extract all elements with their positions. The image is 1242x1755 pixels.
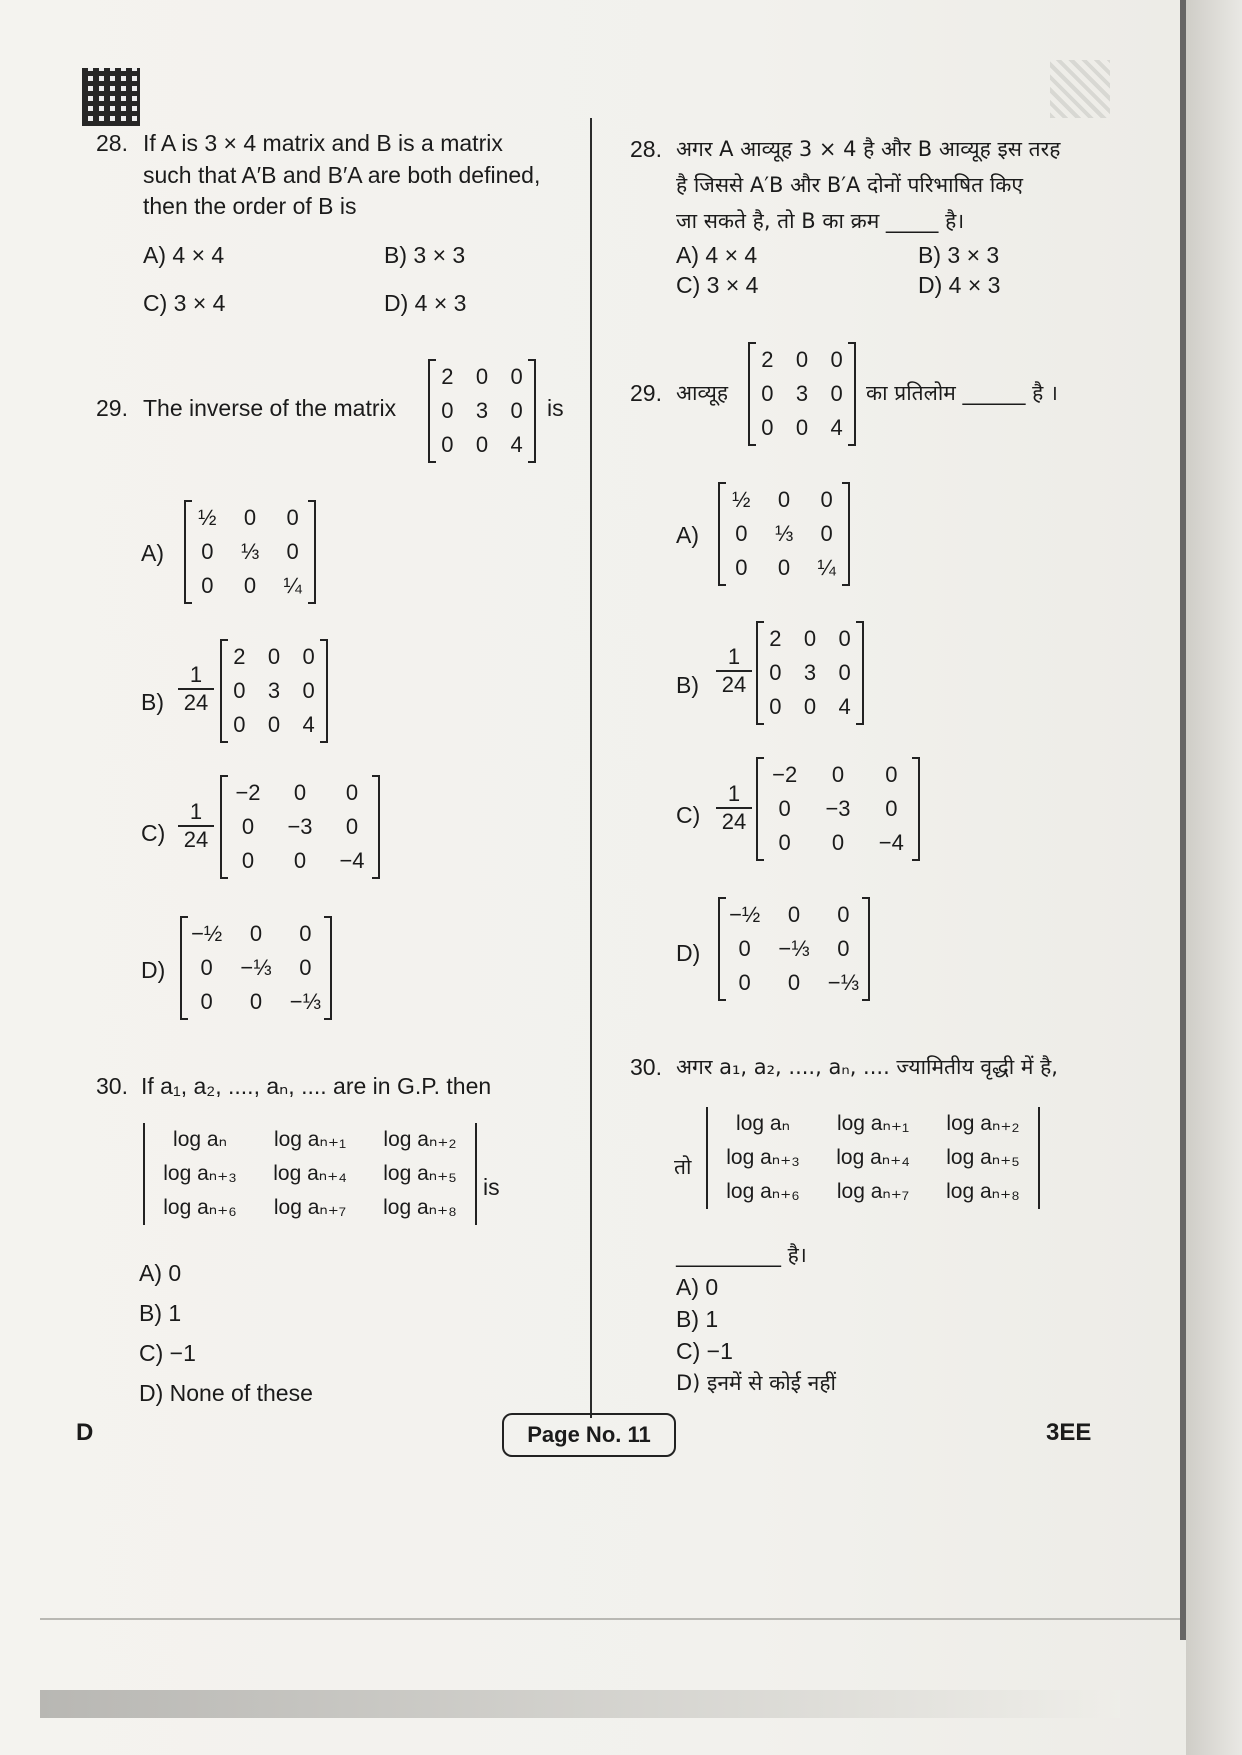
matrix-cell: −⅓: [827, 970, 859, 995]
q28-option-a: A) 4 × 4: [143, 242, 225, 268]
determinant-cell: log aₙ₊₈: [383, 1196, 457, 1219]
matrix-cell: −½: [729, 902, 761, 927]
set-code-left: D: [76, 1419, 94, 1446]
matrix-cell: 4: [510, 432, 523, 457]
determinant-cells: [708, 1107, 1038, 1209]
matrix-cell: 0: [293, 780, 307, 805]
q29-hindi-option-c-matrix: [756, 758, 920, 860]
q28-hindi-text-line2: है जिससे A′B और B′A दोनों परिभाषित किए: [676, 173, 1024, 197]
matrix-cell: 0: [201, 573, 214, 598]
matrix-cell: 0: [795, 347, 809, 372]
q30-text: If a₁, a₂, ...., aₙ, .... are in G.P. then: [141, 1073, 492, 1099]
q28-option-c: C) 3 × 4: [143, 290, 226, 316]
q30-option-b: B) 1: [139, 1300, 182, 1326]
matrix-cell: 0: [475, 364, 489, 389]
q28-text-line2: such that A′B and B′A are both defined,: [143, 162, 541, 188]
matrix-cell: 0: [249, 921, 263, 946]
fraction-denominator: 24: [721, 809, 747, 834]
matrix-cell: 0: [803, 694, 817, 719]
q30-hindi-blank: __________ है।: [676, 1243, 807, 1267]
matrix-cell: ⅓: [774, 521, 794, 546]
determinant-cell: log aₙ₊₇: [836, 1180, 910, 1203]
q29-option-d-matrix: [180, 917, 332, 1019]
page-edge: [1180, 0, 1186, 1640]
scan-shadow: [40, 1690, 1120, 1718]
determinant-cell: log aₙ₊₈: [946, 1180, 1020, 1203]
matrix-cells: [720, 898, 868, 1000]
q28-hindi-number: 28.: [630, 136, 662, 162]
matrix-cell: 0: [441, 432, 454, 457]
matrix-cell: ¼: [283, 573, 302, 598]
matrix-cell: −4: [339, 848, 365, 873]
matrix-cell: 0: [738, 970, 751, 995]
q29-hindi-prefix: आव्यूह: [676, 381, 728, 405]
matrix-cell: 0: [286, 505, 299, 530]
matrix-cell: 2: [233, 644, 246, 669]
q29-suffix: is: [547, 395, 564, 421]
fraction-numerator: 1: [727, 781, 741, 806]
matrix-cell: 2: [441, 364, 454, 389]
matrix-cell: ½: [732, 487, 751, 512]
q29-hindi-option-d-label: D): [676, 940, 701, 966]
column-divider: [590, 118, 592, 1418]
qr-code-icon: [82, 68, 140, 126]
q30-hindi-option-d: D) इनमें से कोई नहीं: [676, 1371, 836, 1395]
matrix-cell: 0: [299, 921, 312, 946]
q29-text: The inverse of the matrix: [143, 395, 397, 421]
matrix-cell: 0: [777, 487, 791, 512]
q28-hindi-option-c: C) 3 × 4: [676, 272, 759, 298]
determinant-cell: log aₙ: [173, 1128, 227, 1151]
matrix-cell: 4: [830, 415, 843, 440]
matrix-cell: 4: [838, 694, 851, 719]
matrix-cell: 0: [838, 660, 851, 685]
matrix-cell: 0: [735, 521, 748, 546]
matrix-cell: ½: [198, 505, 217, 530]
matrix-cell: 0: [201, 539, 214, 564]
fraction-numerator: 1: [189, 662, 203, 687]
matrix-cell: 0: [345, 780, 359, 805]
matrix-cell: 0: [286, 539, 299, 564]
matrix-cell: 0: [787, 970, 801, 995]
q30-determinant: [143, 1123, 477, 1225]
matrix-cell: 0: [795, 415, 809, 440]
matrix-cell: −⅓: [240, 955, 272, 980]
matrix-cell: 0: [831, 762, 845, 787]
q29-option-b-matrix: [220, 640, 328, 742]
q29-hindi-option-b-matrix: [756, 622, 864, 724]
matrix-cells: [186, 501, 314, 603]
q28-option-b: B) 3 × 3: [384, 242, 466, 268]
matrix-cell: −2: [235, 780, 261, 805]
matrix-cell: 0: [267, 712, 281, 737]
matrix-cell: 0: [885, 762, 898, 787]
determinant-cell: log aₙ₊₅: [383, 1162, 457, 1185]
matrix-cell: 0: [735, 555, 748, 580]
matrix-cell: −⅓: [289, 989, 321, 1014]
matrix-cell: −2: [772, 762, 798, 787]
q29-matrix: [428, 360, 536, 462]
q29-hindi-suffix: का प्रतिलोम ______ है ।: [866, 381, 1058, 405]
q30-hindi-text: अगर a₁, a₂, ...., aₙ, .... ज्यामितीय वृद्धी में है,: [676, 1055, 1058, 1079]
q30-hindi-determinant: [706, 1107, 1040, 1209]
matrix-cell: 3: [267, 678, 281, 703]
matrix-cell: ¼: [817, 555, 836, 580]
matrix-cell: 0: [241, 848, 255, 873]
matrix-cell: 0: [838, 626, 851, 651]
determinant-cell: log aₙ₊₁: [273, 1128, 347, 1151]
matrix-cell: 0: [200, 989, 213, 1014]
fraction-denominator: 24: [721, 672, 747, 697]
matrix-cell: 0: [738, 936, 751, 961]
matrix-cells: [222, 776, 378, 878]
q29-hindi-option-b-fraction: [716, 645, 752, 697]
q28-hindi-option-d: D) 4 × 3: [918, 272, 1001, 298]
matrix-cell: 0: [510, 398, 523, 423]
determinant-cell: log aₙ₊₅: [946, 1146, 1020, 1169]
matrix-cell: 2: [769, 626, 782, 651]
matrix-cell: 0: [769, 660, 782, 685]
matrix-cell: 0: [761, 415, 774, 440]
page-bottom-edge: [40, 1618, 1180, 1620]
determinant-cells: [145, 1123, 475, 1225]
q29-hindi-option-c-fraction: [716, 782, 752, 834]
matrix-cell: 0: [885, 796, 898, 821]
matrix-cell: 0: [249, 989, 263, 1014]
q28-text-line1: If A is 3 × 4 matrix and B is a matrix: [143, 130, 503, 156]
q29-hindi-matrix: [748, 343, 856, 445]
matrix-cells: [758, 758, 918, 860]
matrix-cell: −3: [825, 796, 851, 821]
determinant-cell: log aₙ₊₂: [946, 1112, 1020, 1135]
matrix-cell: 0: [777, 555, 791, 580]
matrix-cells: [182, 917, 330, 1019]
matrix-cell: 2: [761, 347, 774, 372]
fraction-denominator: 24: [183, 690, 209, 715]
matrix-cell: 0: [510, 364, 523, 389]
matrix-cell: 0: [243, 573, 257, 598]
matrix-cell: −⅓: [778, 936, 810, 961]
q30-option-d: D) None of these: [139, 1380, 313, 1406]
determinant-cell: log aₙ₊₃: [726, 1146, 800, 1169]
q28-text-line3: then the order of B is: [143, 193, 357, 219]
determinant-cell: log aₙ: [736, 1112, 790, 1135]
matrix-cell: ⅓: [240, 539, 260, 564]
matrix-cell: 0: [293, 848, 307, 873]
matrix-cell: 0: [837, 902, 850, 927]
matrix-cell: 0: [831, 830, 845, 855]
faded-qr-code-icon: [1050, 60, 1110, 118]
q28-hindi-text-line3: जा सकते है, तो B का क्रम _____ है।: [676, 209, 965, 233]
matrix-cell: 0: [302, 644, 315, 669]
matrix-cell: 0: [778, 830, 791, 855]
matrix-cell: 3: [803, 660, 817, 685]
fraction-denominator: 24: [183, 827, 209, 852]
matrix-cell: −½: [191, 921, 223, 946]
q28-hindi-option-b: B) 3 × 3: [918, 242, 1000, 268]
q28-option-d: D) 4 × 3: [384, 290, 467, 316]
q30-suffix: is: [483, 1174, 500, 1200]
determinant-cell: log aₙ₊₄: [836, 1146, 910, 1169]
q29-option-c-fraction: [178, 800, 214, 852]
q30-hindi-prefix: तो: [674, 1155, 692, 1179]
matrix-cells: [720, 483, 848, 585]
matrix-cell: 0: [787, 902, 801, 927]
q30-option-c: C) −1: [139, 1340, 196, 1366]
matrix-cells: [750, 343, 854, 445]
matrix-cell: 0: [769, 694, 782, 719]
matrix-cell: 0: [233, 678, 246, 703]
determinant-cell: log aₙ₊₄: [273, 1162, 347, 1185]
matrix-cell: 4: [302, 712, 315, 737]
matrix-cell: 0: [837, 936, 850, 961]
scan-margin: [1186, 0, 1242, 1755]
matrix-cells: [430, 360, 534, 462]
matrix-cell: 0: [233, 712, 246, 737]
q29-hindi-option-b-label: B): [676, 672, 699, 698]
matrix-cell: 0: [803, 626, 817, 651]
determinant-cell: log aₙ₊₆: [726, 1180, 800, 1203]
q29-option-c-matrix: [220, 776, 380, 878]
matrix-cell: 0: [778, 796, 791, 821]
determinant-cell: log aₙ₊₇: [273, 1196, 347, 1219]
determinant-cell: log aₙ₊₁: [836, 1112, 910, 1135]
matrix-cell: 3: [795, 381, 809, 406]
q29-option-b-fraction: [178, 663, 214, 715]
matrix-cell: 0: [200, 955, 213, 980]
matrix-cell: 0: [830, 347, 843, 372]
matrix-cell: 0: [267, 644, 281, 669]
determinant-cell: log aₙ₊₆: [163, 1196, 237, 1219]
q29-hindi-option-c-label: C): [676, 802, 701, 828]
q30-hindi-option-a: A) 0: [676, 1274, 719, 1300]
matrix-cell: 3: [475, 398, 489, 423]
matrix-cell: 0: [820, 521, 833, 546]
q29-option-c-label: C): [141, 820, 166, 846]
determinant-cell: log aₙ₊₃: [163, 1162, 237, 1185]
page-number-box: Page No. 11: [502, 1413, 676, 1457]
q29-hindi-number: 29.: [630, 380, 662, 406]
q28-hindi-option-a: A) 4 × 4: [676, 242, 758, 268]
matrix-cell: 0: [243, 505, 257, 530]
q30-option-a: A) 0: [139, 1260, 182, 1286]
matrix-cell: 0: [302, 678, 315, 703]
matrix-cell: 0: [761, 381, 774, 406]
q30-hindi-option-b: B) 1: [676, 1306, 719, 1332]
matrix-cell: 0: [299, 955, 312, 980]
set-code-right: 3EE: [1046, 1419, 1092, 1446]
q30-hindi-number: 30.: [630, 1054, 662, 1080]
fraction-numerator: 1: [189, 799, 203, 824]
q29-hindi-option-a-label: A): [676, 522, 699, 548]
matrix-cells: [222, 640, 326, 742]
matrix-cell: 0: [441, 398, 454, 423]
q29-number: 29.: [96, 395, 128, 421]
q28-number: 28.: [96, 130, 128, 156]
q29-option-d-label: D): [141, 957, 166, 983]
q29-option-b-label: B): [141, 689, 164, 715]
q29-hindi-option-d-matrix: [718, 898, 870, 1000]
matrix-cell: 0: [475, 432, 489, 457]
matrix-cells: [758, 622, 862, 724]
q29-option-a-matrix: [184, 501, 316, 603]
matrix-cell: 0: [345, 814, 359, 839]
matrix-cell: 0: [241, 814, 255, 839]
matrix-cell: 0: [820, 487, 833, 512]
determinant-cell: log aₙ₊₂: [383, 1128, 457, 1151]
matrix-cell: −3: [287, 814, 313, 839]
fraction-numerator: 1: [727, 644, 741, 669]
q30-hindi-option-c: C) −1: [676, 1338, 733, 1364]
q28-hindi-text-line1: अगर A आव्यूह 3 × 4 है और B आव्यूह इस तरह: [676, 137, 1061, 161]
q30-number: 30.: [96, 1073, 128, 1099]
matrix-cell: 0: [830, 381, 843, 406]
matrix-cell: −4: [878, 830, 904, 855]
q29-option-a-label: A): [141, 540, 164, 566]
q29-hindi-option-a-matrix: [718, 483, 850, 585]
